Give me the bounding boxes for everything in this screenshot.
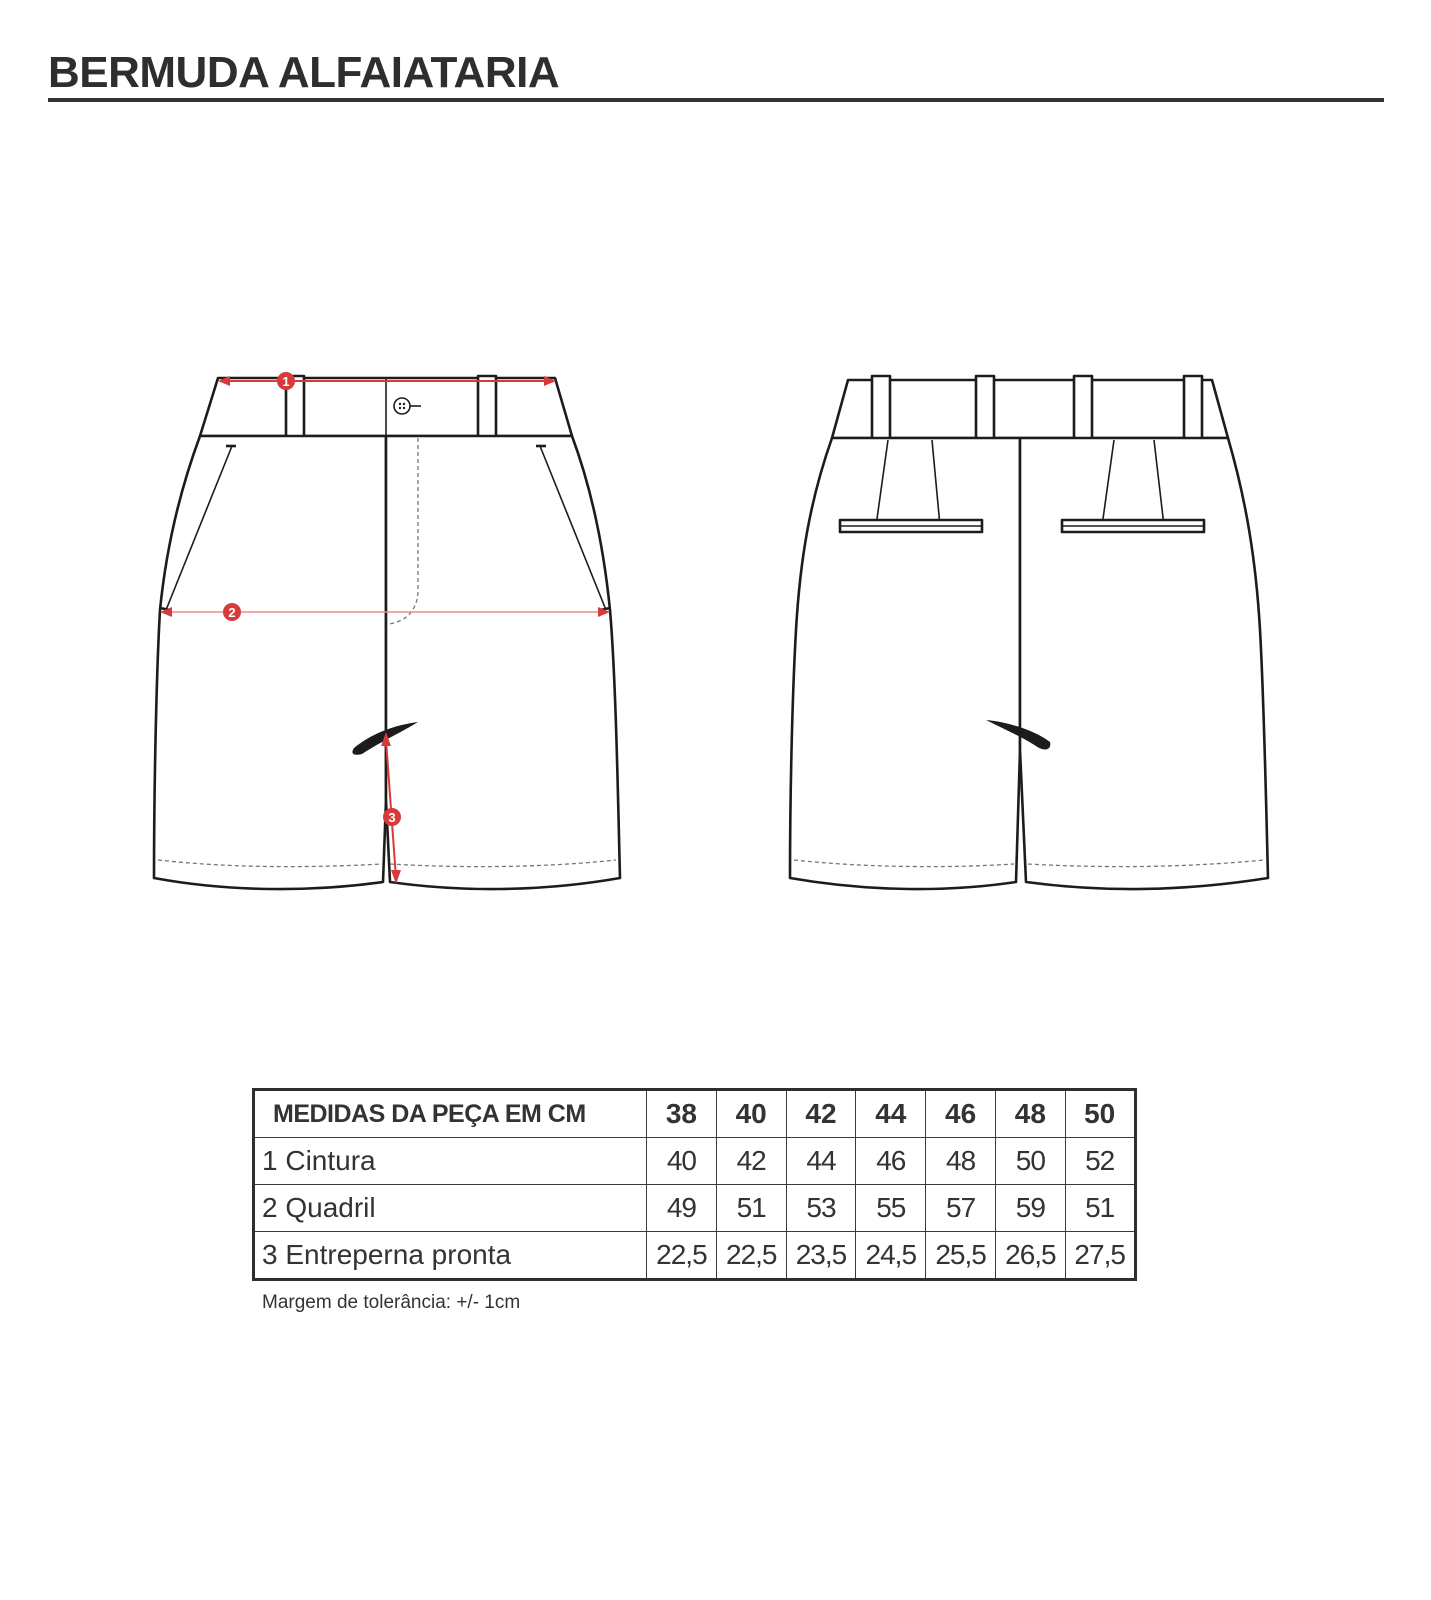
front-left-leg bbox=[154, 436, 386, 889]
measurement-value: 22,5 bbox=[647, 1232, 717, 1280]
measurement-value: 55 bbox=[856, 1185, 926, 1232]
measurement-value: 44 bbox=[786, 1138, 856, 1185]
size-chart-table bbox=[252, 1088, 1137, 1281]
front-right-leg bbox=[386, 436, 620, 889]
back-waistband bbox=[832, 380, 1228, 438]
back-belt-loop-3 bbox=[1074, 376, 1092, 440]
back-belt-loop-1 bbox=[872, 376, 890, 440]
table-header-label: MEDIDAS DA PEÇA EM CM bbox=[254, 1090, 647, 1138]
page-title: BERMUDA ALFAIATARIA bbox=[48, 48, 560, 97]
measurement-value: 51 bbox=[716, 1185, 786, 1232]
measurement-value: 52 bbox=[1065, 1138, 1135, 1185]
marker-2-label: 2 bbox=[228, 605, 236, 620]
measurement-value: 24,5 bbox=[856, 1232, 926, 1280]
measurement-value: 51 bbox=[1065, 1185, 1135, 1232]
measurement-label: 1 Cintura bbox=[254, 1138, 647, 1185]
table-row bbox=[254, 1185, 1136, 1232]
measurement-value: 48 bbox=[926, 1138, 996, 1185]
measurement-value: 40 bbox=[647, 1138, 717, 1185]
back-belt-loop-4 bbox=[1184, 376, 1202, 440]
measurement-value: 53 bbox=[786, 1185, 856, 1232]
front-view-diagram bbox=[140, 360, 660, 920]
measurement-value: 57 bbox=[926, 1185, 996, 1232]
size-header-48: 48 bbox=[995, 1090, 1065, 1138]
front-view-svg bbox=[140, 360, 660, 920]
table-row bbox=[254, 1232, 1136, 1280]
measurement-value: 27,5 bbox=[1065, 1232, 1135, 1280]
measurement-value: 22,5 bbox=[716, 1232, 786, 1280]
measurement-value: 25,5 bbox=[926, 1232, 996, 1280]
size-header-42: 42 bbox=[786, 1090, 856, 1138]
back-left-leg bbox=[790, 438, 1020, 889]
measurement-value: 46 bbox=[856, 1138, 926, 1185]
back-view-svg bbox=[780, 360, 1300, 920]
size-header-50: 50 bbox=[1065, 1090, 1135, 1138]
marker-1-label: 1 bbox=[282, 374, 290, 389]
measurement-value: 49 bbox=[647, 1185, 717, 1232]
measurement-value: 50 bbox=[995, 1138, 1065, 1185]
front-belt-loop-right bbox=[478, 376, 496, 438]
table-row bbox=[254, 1138, 1136, 1185]
back-view-diagram bbox=[780, 360, 1300, 920]
size-header-46: 46 bbox=[926, 1090, 996, 1138]
measurement-label: 3 Entreperna pronta bbox=[254, 1232, 647, 1280]
measurement-value: 59 bbox=[995, 1185, 1065, 1232]
measurement-value: 23,5 bbox=[786, 1232, 856, 1280]
marker-3-label: 3 bbox=[388, 810, 396, 825]
title-divider bbox=[48, 98, 1384, 102]
size-header-40: 40 bbox=[716, 1090, 786, 1138]
size-header-38: 38 bbox=[647, 1090, 717, 1138]
marker-1 bbox=[277, 372, 295, 390]
size-header-44: 44 bbox=[856, 1090, 926, 1138]
measurement-value: 26,5 bbox=[995, 1232, 1065, 1280]
tolerance-note: Margem de tolerância: +/- 1cm bbox=[262, 1292, 521, 1313]
measurement-value: 42 bbox=[716, 1138, 786, 1185]
back-belt-loop-2 bbox=[976, 376, 994, 440]
table-header-row bbox=[254, 1090, 1136, 1138]
size-table-body bbox=[254, 1090, 1136, 1280]
back-right-leg bbox=[1020, 438, 1268, 889]
marker-2 bbox=[223, 603, 241, 621]
marker-3 bbox=[383, 808, 401, 826]
measurement-label: 2 Quadril bbox=[254, 1185, 647, 1232]
